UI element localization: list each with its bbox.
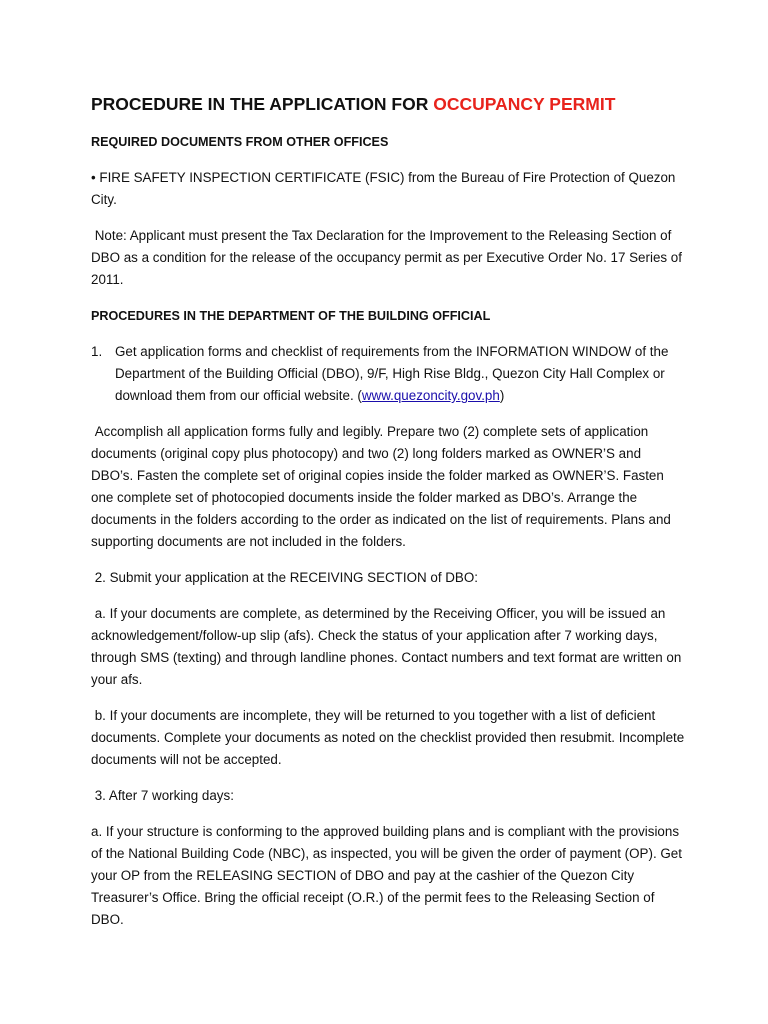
step2b-text: b. If your documents are incomplete, they will be returned to you together with a list of deficient documents. Complete your documents as noted on the checklist provided then resubmit. Incomplete documents will not be accepted.: [91, 708, 685, 767]
step-3a-paragraph: a. If your structure is conforming to the approved building plans and is compliant with the provisions of the National Building Code (NBC), as inspected, you will be given the order of payment (OP). Get your OP from the RELEASING SECTION of DBO and pay at the cashier of the Quezon City Treasurer’s Office. Bring the official receipt (O.R.) of the permit fees to the Releasing Section of DBO.: [91, 824, 682, 927]
list-number: 1.: [91, 344, 103, 359]
list-item-text: [115, 341, 686, 407]
fsic-bullet: • FIRE SAFETY INSPECTION CERTIFICATE (FSIC) from the Bureau of Fire Protection of Quezon City.: [91, 170, 676, 207]
list-item-step-1: [91, 341, 686, 407]
step2a-text: a. If your documents are complete, as determined by the Receiving Officer, you will be issued an acknowledgement/follow-up slip (afs). Check the status of your application after 7 working days, through SMS (texting) and through landline phones. Contact numbers and text format are written on your afs.: [91, 606, 682, 687]
accomplish-text: Accomplish all application forms fully and legibly. Prepare two (2) complete sets of application documents (original copy plus photocopy) and two (2) long folders marked as OWNER’S and DBO’s. Fasten the complete set of original copies inside the folder marked as OWNER’S. Fasten one complete set of photocopied documents inside the folder marked as DBO’s. Arrange the documents in the folders according to the order as indicated on the list of requirements. Plans and supporting documents are not included in the folders.: [91, 424, 671, 549]
step-2-heading: [91, 567, 686, 589]
step1-close: ): [499, 388, 505, 403]
step1-text: Get application forms and checklist of requirements from the INFORMATION WINDOW of the Department of the Building Official (DBO), 9/F, High Rise Bldg., Quezon City Hall Complex or download them from our official website. (: [115, 344, 669, 403]
website-link[interactable]: www.quezoncity.gov.ph: [361, 388, 500, 403]
step-2b-paragraph: [91, 705, 686, 771]
step-2a-paragraph: [91, 603, 686, 691]
page-title: [91, 92, 686, 116]
title-prefix: PROCEDURE IN THE APPLICATION FOR: [91, 94, 434, 114]
section-heading-dbo-procedures: PROCEDURES IN THE DEPARTMENT OF THE BUILDING OFFICIAL: [91, 309, 491, 323]
note-text: Note: Applicant must present the Tax Declaration for the Improvement to the Releasing Section of DBO as a condition for the release of the occupancy permit as per Executive Order No. 17 Series of 2011.: [91, 228, 682, 287]
step2-text: 2. Submit your application at the RECEIVING SECTION of DBO:: [94, 570, 479, 585]
step-3-heading: [91, 785, 686, 807]
title-accent: OCCUPANCY PERMIT: [433, 94, 616, 114]
section-heading-required-documents: REQUIRED DOCUMENTS FROM OTHER OFFICES: [91, 135, 389, 149]
tax-declaration-note: [91, 225, 686, 291]
accomplish-forms-paragraph: [91, 421, 686, 553]
step3-text: 3. After 7 working days:: [94, 788, 234, 803]
